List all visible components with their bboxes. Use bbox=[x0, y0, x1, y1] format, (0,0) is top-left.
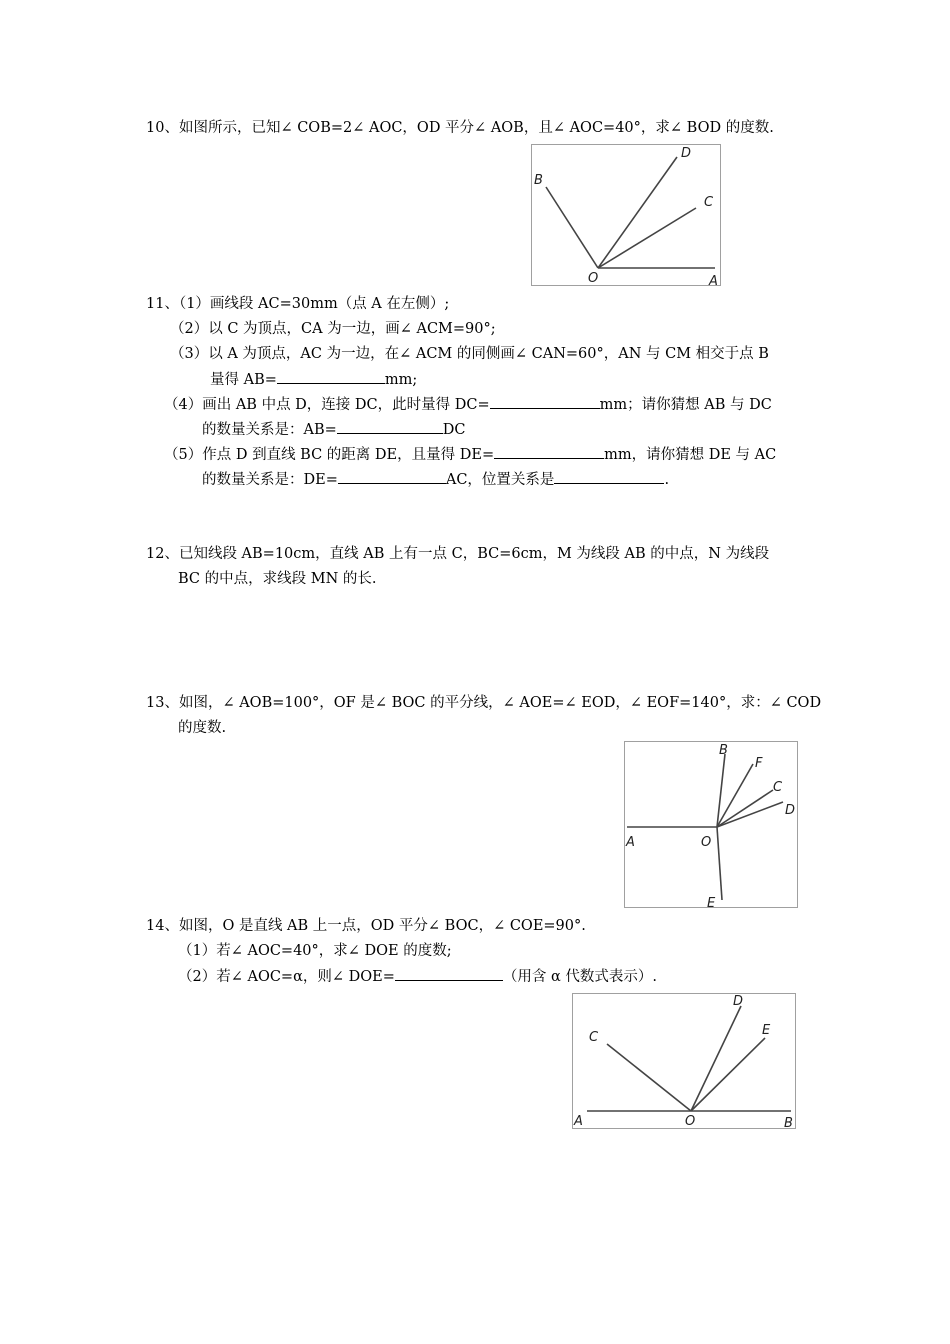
label-B: B bbox=[719, 743, 728, 758]
answer-blank-de-ac[interactable] bbox=[338, 469, 446, 484]
label-A: A bbox=[574, 1114, 583, 1128]
q11-line7 bbox=[164, 444, 776, 465]
q11-line1: 11、（1）画线段 AC=30mm（点 A 在左侧）; bbox=[146, 296, 450, 312]
q11-line7-suffix: mm，请你猜想 DE 与 AC bbox=[604, 447, 777, 463]
label-E: E bbox=[707, 896, 716, 907]
q14-line2: （1）若∠ AOC=40°，求∠ DOE 的度数; bbox=[178, 943, 452, 959]
q10-text: 10、如图所示，已知∠ COB=2∠ AOC，OD 平分∠ AOB，且∠ AOC=40°，求∠ BOD 的度数. bbox=[146, 120, 774, 136]
answer-blank-dc[interactable] bbox=[490, 394, 600, 409]
q14-line3 bbox=[178, 966, 657, 987]
label-F: F bbox=[755, 756, 763, 771]
label-O: O bbox=[685, 1114, 696, 1128]
answer-blank-ab-dc[interactable] bbox=[337, 419, 443, 434]
label-A: A bbox=[626, 835, 635, 850]
ray-OC bbox=[598, 208, 696, 268]
q11-line7-prefix: （5）作点 D 到直线 BC 的距离 DE，且量得 DE= bbox=[164, 447, 495, 463]
q11-line8-mid: AC，位置关系是 bbox=[445, 472, 555, 488]
label-C: C bbox=[773, 780, 783, 795]
answer-blank-position[interactable] bbox=[554, 469, 664, 484]
ray-OD bbox=[691, 1006, 741, 1111]
label-E: E bbox=[762, 1023, 771, 1038]
ray-OE bbox=[691, 1038, 765, 1111]
q13-line2: 的度数. bbox=[178, 720, 227, 736]
q11-line4-suffix: mm; bbox=[384, 372, 418, 388]
q13-figure bbox=[624, 741, 798, 908]
q12-line1: 12、已知线段 AB=10cm，直线 AB 上有一点 C，BC=6cm，M 为线段 AB 的中点，N 为线段 bbox=[146, 546, 770, 562]
label-O: O bbox=[588, 271, 599, 285]
q14-line3-suffix: （用含 α 代数式表示）. bbox=[502, 969, 658, 985]
q11-line6-prefix: 的数量关系是：AB= bbox=[202, 422, 337, 438]
label-C: C bbox=[589, 1030, 599, 1045]
q14-line1: 14、如图，O 是直线 AB 上一点，OD 平分∠ BOC，∠ COE=90°. bbox=[146, 918, 586, 934]
ray-OD bbox=[598, 157, 677, 268]
ray-OC bbox=[607, 1044, 691, 1111]
q11-line4-prefix: 量得 AB= bbox=[210, 372, 277, 388]
answer-blank-de[interactable] bbox=[494, 444, 604, 459]
q13-line1: 13、如图，∠ AOB=100°，OF 是∠ BOC 的平分线，∠ AOE=∠ EOD，∠ EOF=140°，求：∠ COD bbox=[146, 695, 822, 711]
label-C: C bbox=[704, 195, 714, 210]
q11-line5 bbox=[164, 394, 772, 415]
q11-line4 bbox=[210, 369, 417, 390]
label-O: O bbox=[701, 835, 712, 850]
q12-line2: BC 的中点，求线段 MN 的长. bbox=[178, 571, 377, 587]
label-B: B bbox=[784, 1116, 793, 1128]
q11-line8-end: . bbox=[664, 472, 670, 488]
q10-figure bbox=[531, 144, 721, 286]
label-B: B bbox=[534, 173, 543, 188]
answer-blank-ab[interactable] bbox=[277, 369, 385, 384]
q11-line2: （2）以 C 为顶点，CA 为一边，画∠ ACM=90°; bbox=[170, 321, 496, 337]
ray-OB bbox=[546, 187, 598, 268]
q11-line5-suffix: mm；请你猜想 AB 与 DC bbox=[599, 397, 772, 413]
answer-blank-doe[interactable] bbox=[395, 966, 503, 981]
q11-line6 bbox=[202, 419, 466, 440]
q11-line3: （3）以 A 为顶点，AC 为一边，在∠ ACM 的同侧画∠ CAN=60°，AN 与 CM 相交于点 B bbox=[170, 346, 769, 362]
q11-line5-prefix: （4）画出 AB 中点 D，连接 DC，此时量得 DC= bbox=[164, 397, 490, 413]
label-A: A bbox=[709, 274, 718, 285]
label-D: D bbox=[785, 803, 796, 818]
q11-line8 bbox=[202, 469, 669, 490]
q14-line3-prefix: （2）若∠ AOC=α，则∠ DOE= bbox=[178, 969, 395, 985]
label-D: D bbox=[681, 146, 692, 161]
q11-line6-suffix: DC bbox=[442, 422, 466, 438]
q11-line8-prefix: 的数量关系是：DE= bbox=[202, 472, 338, 488]
ray-OE bbox=[717, 827, 722, 900]
label-D: D bbox=[733, 994, 744, 1009]
q14-figure bbox=[572, 993, 796, 1129]
